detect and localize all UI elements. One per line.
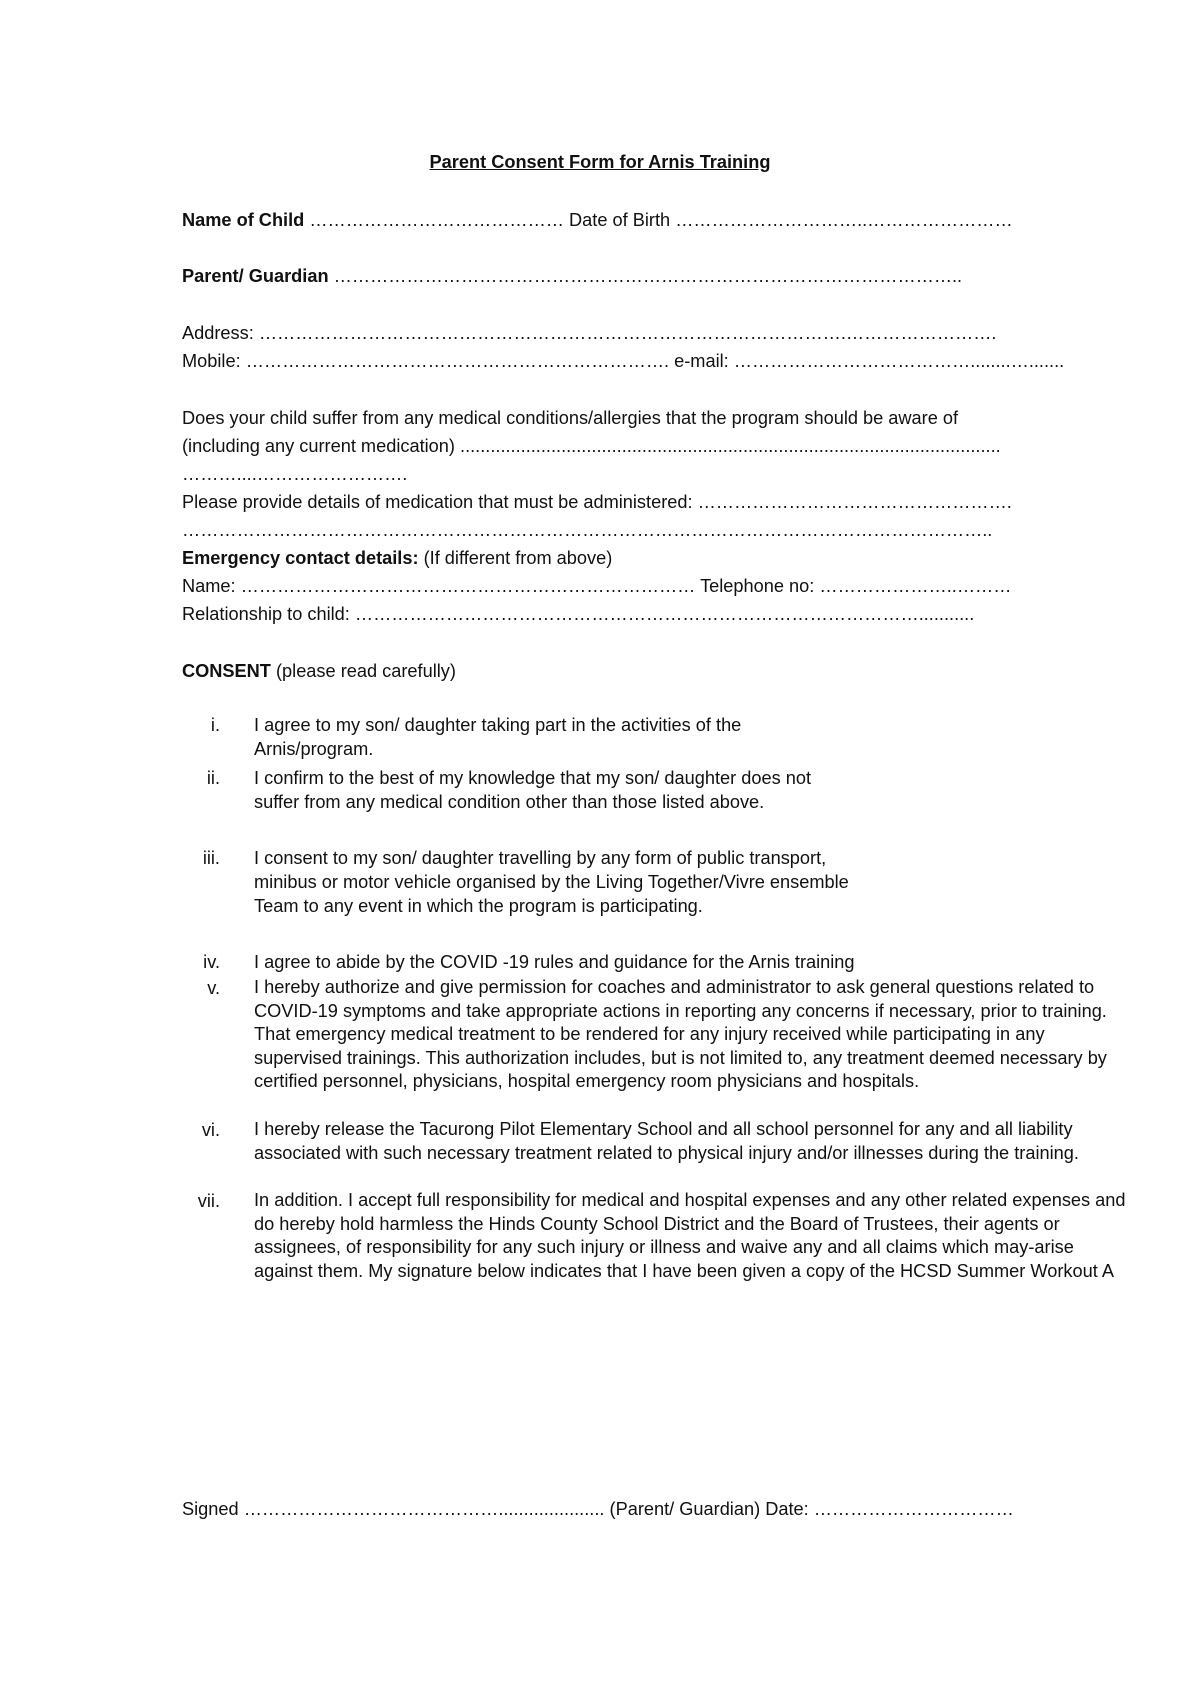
relationship-field[interactable]: …………………………………………………………………………………........... (354, 604, 975, 624)
consent-item: I consent to my son/ daughter travelling by any form of public transport, minibus or motor vehicle organised by the Living Together/Vivre ensemble Team to any event in which the program is participating. (254, 848, 849, 916)
consent-note: (please read carefully) (275, 661, 456, 681)
consent-item: I hereby authorize and give permission for coaches and administrator to ask general questions related to COVID-19 symptoms and take appropriate actions in reporting any concerns if necessary, prior to training. That emergency medical treatment to be rendered for any injury received while participating in any supervised trainings. This authorization includes, but is not limited to, any treatment deemed necessary by certified personnel, physicians, hospital emergency room physicians and hospitals. (254, 977, 1107, 1092)
signed-role: (Parent/ Guardian) Date: (609, 1499, 809, 1519)
medication-label: Please provide details of medication that must be administered: (182, 492, 693, 512)
address-row (182, 321, 996, 345)
name-label: Name: (182, 576, 236, 596)
medical-row-2 (182, 434, 1001, 458)
date-field[interactable]: …………………………… (813, 1499, 1014, 1519)
medical-question-cont: (including any current medication) (182, 436, 455, 456)
item-number: ii. (206, 768, 220, 788)
item-number: i. (210, 715, 220, 735)
signature-field[interactable]: ……………………………………..................... (243, 1499, 605, 1519)
medical-field-cont[interactable]: ………....……………………. (182, 464, 408, 484)
medical-field[interactable]: ........................................................................................................... (460, 436, 1001, 456)
email-label: e-mail: (674, 351, 729, 371)
telephone-field[interactable]: …………………..……… (819, 576, 1012, 596)
consent-item: I confirm to the best of my knowledge that my son/ daughter does not suffer from any medical condition other than those listed above. (254, 768, 812, 812)
name-field[interactable]: ………………………………………………………………… (240, 576, 696, 596)
relationship-label: Relationship to child: (182, 604, 350, 624)
signature-row (182, 1497, 1014, 1521)
guardian-label: Parent/ Guardian (182, 266, 329, 286)
medical-question: Does your child suffer from any medical conditions/allergies that the program should be aware of (182, 408, 959, 428)
item-number: v. (207, 978, 220, 998)
dob-label: Date of Birth (569, 210, 671, 230)
dob-field[interactable]: …………………………..…………………… (675, 210, 1013, 230)
form-title: Parent Consent Form for Arnis Training (429, 152, 771, 172)
child-label: Name of Child (182, 210, 305, 230)
child-field[interactable]: …………………………………… (309, 210, 564, 230)
emergency-label: Emergency contact details: (182, 548, 419, 568)
emergency-note: (If different from above) (423, 548, 613, 568)
medication-field[interactable]: ……………………………………………. (697, 492, 1012, 512)
mobile-field[interactable]: ……………………………………………………………. (245, 351, 670, 371)
item-number: vii. (197, 1191, 220, 1211)
consent-item: I agree to my son/ daughter taking part in the activities of the Arnis/program. (254, 715, 742, 759)
telephone-label: Telephone no: (700, 576, 815, 596)
relationship-row (182, 602, 974, 626)
emergency-heading-row (182, 546, 612, 570)
consent-heading-row (182, 659, 456, 683)
signed-label: Signed (182, 1499, 239, 1519)
guardian-field[interactable]: ………………………………………………………………………………………….. (333, 266, 963, 286)
item-number: iii. (202, 848, 220, 868)
item-number: vi. (201, 1120, 220, 1140)
email-field[interactable]: …………………………………........…....... (733, 351, 1065, 371)
consent-label: CONSENT (182, 661, 271, 681)
item-number: iv. (203, 952, 220, 972)
child-row (182, 208, 1013, 232)
address-label: Address: (182, 323, 254, 343)
emergency-name-row (182, 574, 1011, 598)
consent-item: I hereby release the Tacurong Pilot Elementary School and all school personnel for any and all liability associated with such necessary treatment related to physical injury and/or illnesses during the training. (254, 1119, 1079, 1163)
mobile-label: Mobile: (182, 351, 241, 371)
guardian-row (182, 264, 962, 288)
medication-row (182, 490, 1012, 514)
consent-item: In addition. I accept full responsibility for medical and hospital expenses and any other related expenses and do hereby hold harmless the Hinds County School District and the Board of Trustees, their agents or assignees, of responsibility for any such injury or illness and waive any and all claims which may-arise against them. My signature below indicates that I have been given a copy of the HCSD Summer Workout A (254, 1190, 1126, 1281)
medication-field-cont[interactable]: …………………………………………………………………………………………………………………….. (182, 520, 993, 540)
address-field[interactable]: …………………………………………………………………………………….……………………. (258, 323, 997, 343)
mobile-row (182, 349, 1064, 373)
consent-item: I agree to abide by the COVID -19 rules and guidance for the Arnis training (254, 952, 855, 972)
